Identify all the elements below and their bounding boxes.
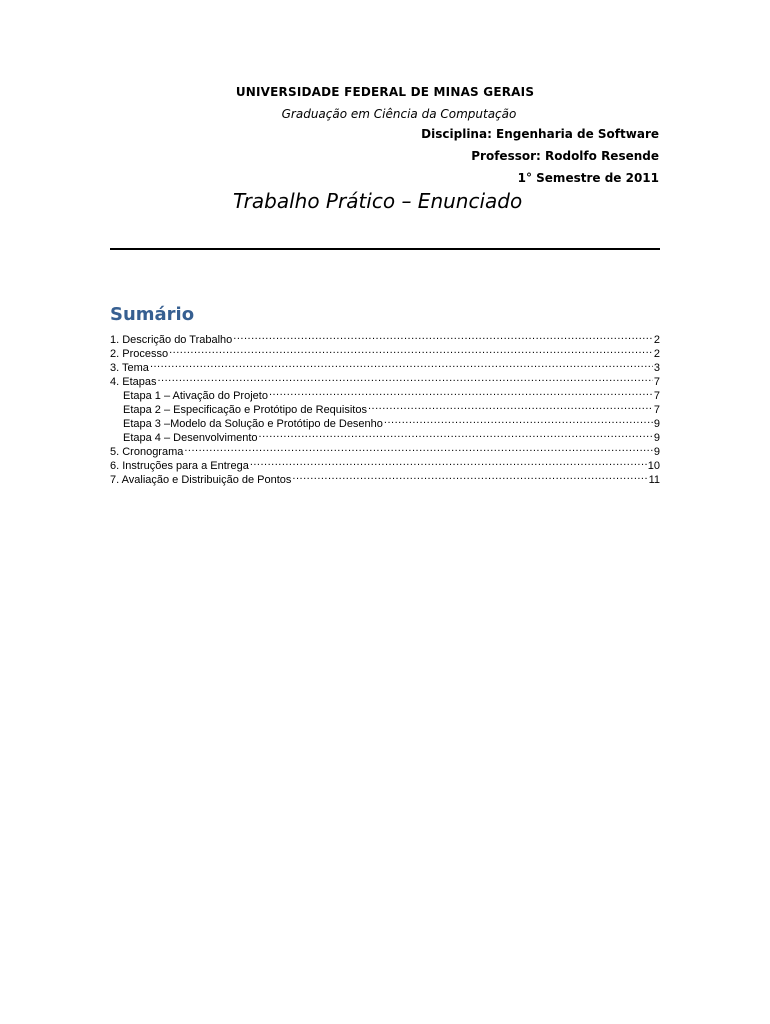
toc-entry-text: Etapa 1 – Ativação do Projeto [123, 390, 268, 402]
toc-dot-leader [168, 343, 653, 357]
toc-entry-page: 7 [653, 404, 660, 416]
toc-entry-text: 1. Descrição do Trabalho [110, 334, 233, 346]
semester-line: 1° Semestre de 2011 [517, 171, 659, 185]
toc-entry-page: 7 [653, 390, 660, 402]
toc-entry-text: 4. Etapas [110, 376, 157, 388]
toc-dot-leader [149, 357, 653, 371]
discipline-line: Disciplina: Engenharia de Software [421, 127, 659, 141]
course-name: Graduação em Ciência da Computação [281, 107, 517, 121]
toc-entry[interactable] [110, 455, 660, 472]
toc-entry-page: 9 [653, 418, 660, 430]
toc-heading: Sumário [110, 304, 195, 325]
professor-line: Professor: Rodolfo Resende [471, 149, 659, 163]
toc-entry-page: 2 [653, 348, 660, 360]
toc-dot-leader [367, 399, 653, 413]
toc-entry-page: 9 [653, 446, 660, 458]
toc-dot-leader [268, 385, 653, 399]
toc-entry[interactable] [110, 343, 660, 360]
toc-entry-page: 10 [647, 460, 660, 472]
toc-entry-page: 11 [648, 474, 660, 486]
toc-entry-text: Etapa 2 – Especificação e Protótipo de Requisitos [123, 404, 367, 416]
toc-entry-text: Etapa 4 – Desenvolvimento [123, 432, 258, 444]
toc-entry-text: 2. Processo [110, 348, 169, 360]
toc-dot-leader [249, 455, 647, 469]
toc-entry-page: 9 [653, 432, 660, 444]
toc-entry-text: 7. Avaliação e Distribuição de Pontos [110, 474, 292, 486]
toc-subentry[interactable] [110, 385, 660, 402]
document-title: Trabalho Prático – Enunciado [233, 189, 523, 213]
table-of-contents [110, 329, 660, 486]
toc-entry[interactable] [110, 357, 660, 374]
toc-dot-leader [156, 371, 652, 385]
toc-entry-text: 6. Instruções para a Entrega [110, 460, 249, 472]
toc-dot-leader [183, 441, 653, 455]
toc-entry-page: 2 [653, 334, 660, 346]
toc-entry-page: 7 [653, 376, 660, 388]
toc-entry[interactable] [110, 371, 660, 388]
toc-dot-leader [258, 427, 653, 441]
university-name: UNIVERSIDADE FEDERAL DE MINAS GERAIS [235, 85, 535, 99]
toc-entry-text: 5. Cronograma [110, 446, 184, 458]
toc-entry-text: Etapa 3 –Modelo da Solução e Protótipo de Desenho [123, 418, 383, 430]
title-divider [110, 248, 660, 250]
toc-entry[interactable] [110, 441, 660, 458]
toc-dot-leader [291, 469, 647, 483]
toc-entry-page: 3 [653, 362, 660, 374]
toc-entry[interactable] [110, 329, 660, 346]
toc-dot-leader [232, 329, 653, 343]
toc-dot-leader [383, 413, 653, 427]
toc-entry-text: 3. Tema [110, 362, 149, 374]
